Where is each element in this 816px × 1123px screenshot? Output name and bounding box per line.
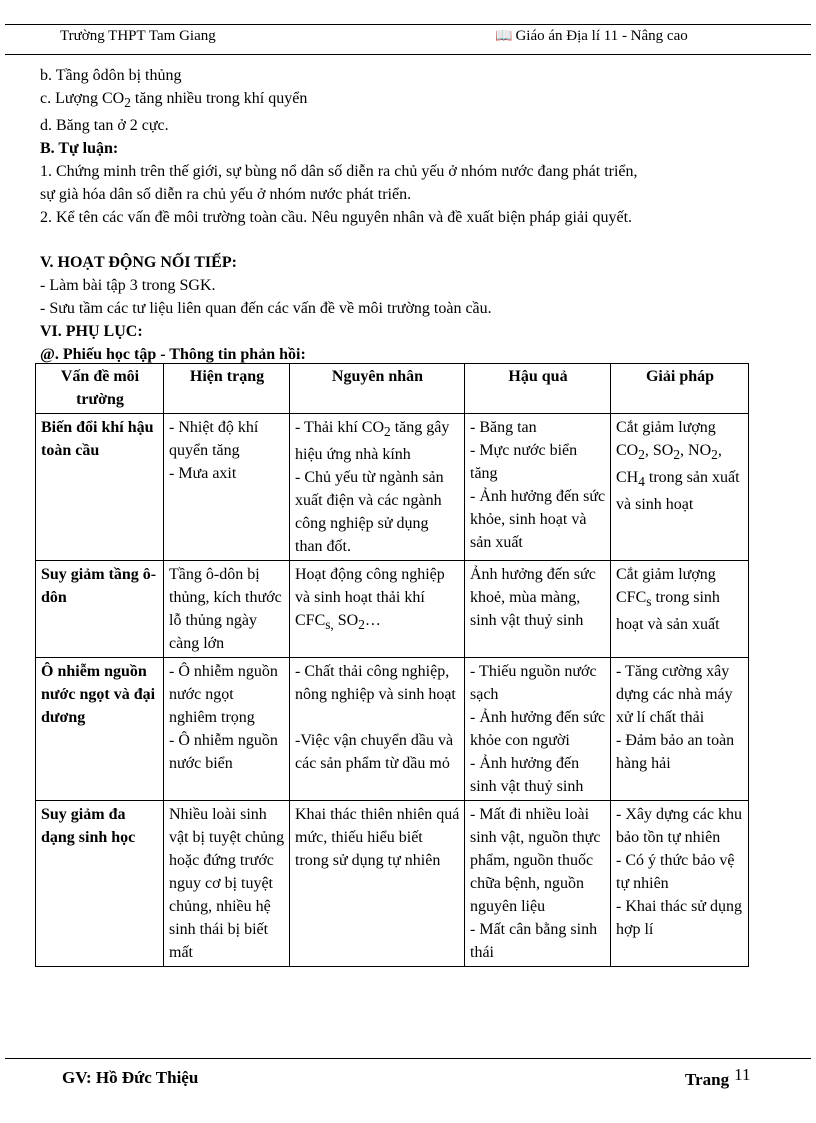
cause-cell: - Thải khí $CO_2$ tăng gây hiệu ứng nhà kính - Chủ yếu từ ngành sản xuất điện và các ngành công nghiệp sử dụng than đốt. [290, 414, 465, 561]
page-number: 11 [734, 1065, 751, 1084]
table-row [36, 561, 749, 658]
issue-cell: Ô nhiễm nguồn nước ngọt và đại dương [36, 658, 164, 801]
option-d: d. Băng tan ở 2 cực. [40, 117, 169, 135]
solution-cell: - Tăng cường xây dựng các nhà máy xử lí chất thải - Đảm bảo an toàn hàng hải [611, 658, 749, 801]
col-header-solution: Giải pháp [611, 364, 749, 414]
state-cell: Tầng ô-dôn bị thủng, kích thước lỗ thủng ngày càng lớn [164, 561, 290, 658]
section-vi-heading: VI. PHỤ LỤC: [40, 323, 143, 341]
col-header-issue: Vấn đề môi trường [36, 364, 164, 414]
doc-title: Giáo án Địa lí 11 - Nâng cao [515, 28, 688, 44]
col-header-state: Hiện trạng [164, 364, 290, 414]
header-rule-bottom [5, 54, 811, 55]
effect-cell: - Thiếu nguồn nước sạch - Ảnh hưởng đến sức khỏe con người - Ảnh hưởng đến sinh vật thuỷ sinh [465, 658, 611, 801]
page-indicator [685, 1065, 751, 1090]
teacher-name: GV: Hồ Đức Thiệu [62, 1068, 199, 1087]
state-cell: - Nhiệt độ khí quyển tăng - Mưa axit [164, 414, 290, 561]
issue-cell: Suy giảm đa dạng sinh học [36, 801, 164, 967]
question-2: 2. Kể tên các vấn đề môi trường toàn cầu. Nêu nguyên nhân và đề xuất biện pháp giải quyết. [40, 209, 633, 227]
effect-cell: - Mất đi nhiều loài sinh vật, nguồn thực phẩm, nguồn thuốc chữa bệnh, nguồn nguyên liệu - Mất cân bằng sinh thái [465, 801, 611, 967]
state-cell: - Ô nhiễm nguồn nước ngọt nghiêm trọng - Ô nhiễm nguồn nước biển [164, 658, 290, 801]
doc-title-block [495, 28, 688, 45]
header-rule-top [5, 24, 811, 25]
state-cell: Nhiều loài sinh vật bị tuyệt chủng hoặc đứng trước nguy cơ bị tuyệt chủng, nhiều hệ sinh thái bị biết mất [164, 801, 290, 967]
col-header-effect: Hậu quả [465, 364, 611, 414]
worksheet-heading: @. Phiếu học tập - Thông tin phản hồi: [40, 346, 306, 364]
question-1-line-2: sự già hóa dân số diễn ra chủ yếu ở nhóm nước phát triển. [40, 186, 412, 204]
school-name: Trường THPT Tam Giang [60, 28, 216, 44]
option-b: b. Tầng ôdôn bị thủng [40, 67, 182, 84]
activity-2: - Sưu tầm các tư liệu liên quan đến các vấn đề về môi trường toàn cầu. [40, 300, 492, 318]
solution-cell: - Xây dựng các khu bảo tồn tự nhiên - Có ý thức bảo vệ tự nhiên - Khai thác sử dụng hợp lí [611, 801, 749, 967]
table-row [36, 414, 749, 561]
option-c: c. Lượng $CO_2$ tăng nhiều trong khí quyển [40, 90, 308, 111]
effect-cell: - Băng tan - Mực nước biển tăng - Ảnh hưởng đến sức khỏe, sinh hoạt và sản xuất [465, 414, 611, 561]
col-header-cause: Nguyên nhân [290, 364, 465, 414]
solution-cell: Cắt giảm lượng $CFC_s$ trong sinh hoạt và sản xuất [611, 561, 749, 658]
book-icon: 📖 [495, 29, 513, 44]
cause-cell: - Chất thải công nghiệp, nông nghiệp và sinh hoạt -Việc vận chuyển dầu và các sản phẩm từ dầu mỏ [290, 658, 465, 801]
section-v-heading: V. HOẠT ĐỘNG NỐI TIẾP: [40, 254, 237, 272]
environment-issues-table [35, 363, 749, 967]
page-label: Trang [685, 1070, 730, 1089]
table-header-row [36, 364, 749, 414]
table-row [36, 658, 749, 801]
section-b-heading: B. Tự luận: [40, 140, 119, 158]
activity-1: - Làm bài tập 3 trong SGK. [40, 277, 216, 295]
document-body [40, 64, 780, 366]
question-1-line-1: 1. Chứng minh trên thế giới, sự bùng nổ dân số diễn ra chủ yếu ở nhóm nước đang phát triển, [40, 163, 638, 181]
cause-cell: Khai thác thiên nhiên quá mức, thiếu hiểu biết trong sử dụng tự nhiên [290, 801, 465, 967]
cause-cell: Hoạt động công nghiệp và sinh hoạt thải khí $CFC_{s,}$ $SO_2\dots$ [290, 561, 465, 658]
solution-cell: Cắt giảm lượng $CO_2$, $SO_2$, $NO_2$, $CH_4$ trong sản xuất và sinh hoạt [611, 414, 749, 561]
issue-cell: Suy giảm tầng ô-dôn [36, 561, 164, 658]
issue-cell: Biến đổi khí hậu toàn cầu [36, 414, 164, 561]
effect-cell: Ảnh hưởng đến sức khoẻ, mùa màng, sinh vật thuỷ sinh [465, 561, 611, 658]
table-row [36, 801, 749, 967]
footer-rule [5, 1058, 811, 1059]
